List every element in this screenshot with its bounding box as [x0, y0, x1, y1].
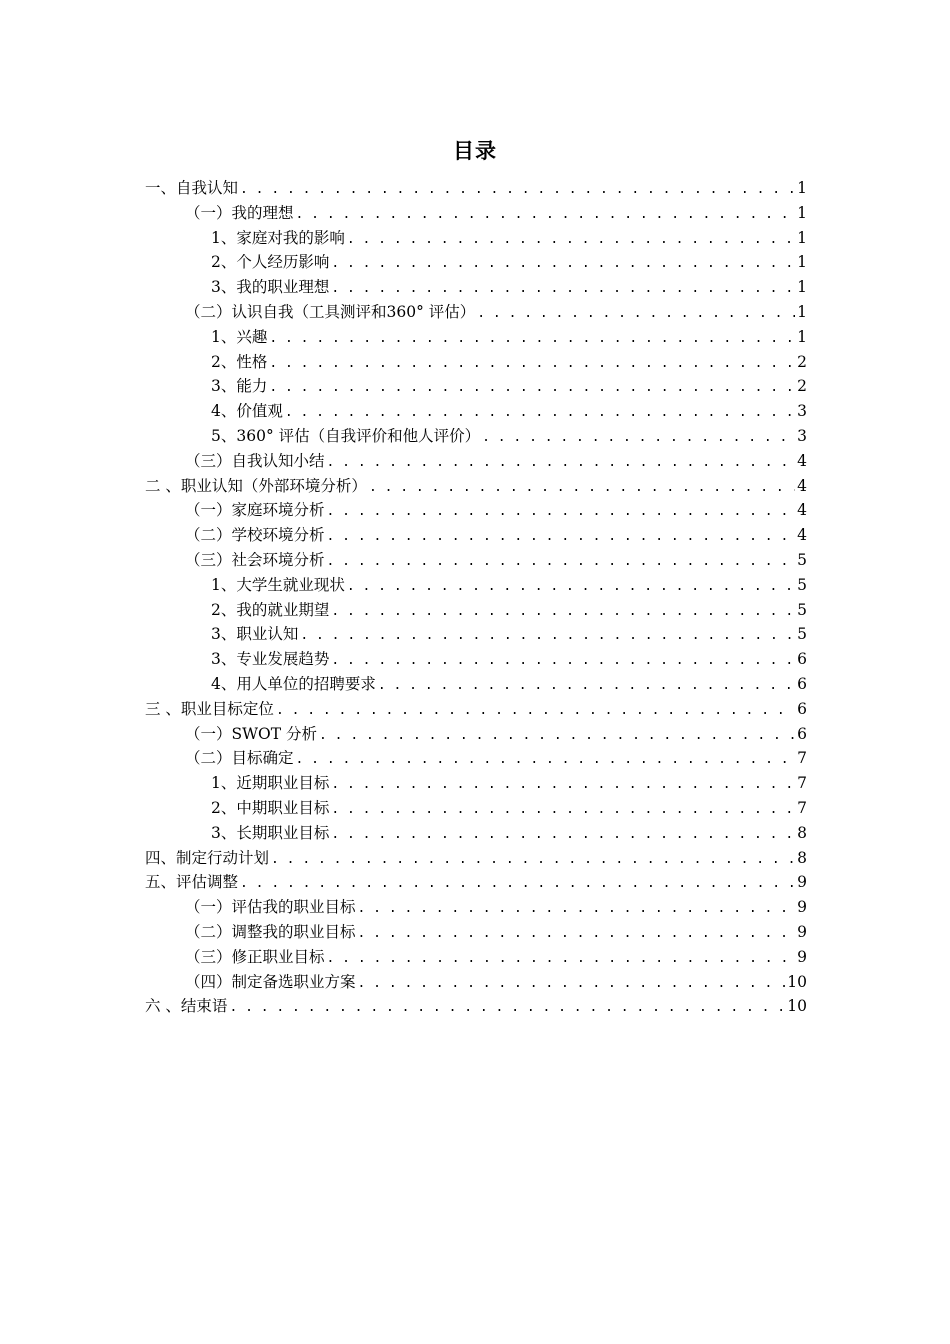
toc-entry-label: 一、自我认知 — [145, 179, 239, 197]
toc-entry-label: 四、制定行动计划 — [145, 848, 270, 867]
toc-entry-page-number: 6 — [797, 674, 807, 693]
toc-entry[interactable] — [145, 498, 807, 523]
toc-entry-leader-dots — [347, 228, 795, 251]
toc-entry-label: （二）目标确定 — [185, 749, 294, 768]
toc-entry-label: （二）认识自我（工具测评和360° 评估） — [185, 302, 476, 321]
toc-entry-leader-dots — [296, 203, 796, 226]
toc-entry[interactable] — [145, 870, 807, 895]
toc-entry-leader-dots — [229, 996, 785, 1019]
toc-entry-leader-dots — [358, 897, 796, 920]
toc-entry-page-number: 4 — [797, 451, 807, 470]
toc-entry-label: （一）家庭环境分析 — [185, 501, 325, 520]
toc-entry[interactable] — [145, 796, 807, 821]
toc-entry-page-number: 5 — [797, 575, 807, 594]
toc-entry-leader-dots — [331, 823, 795, 846]
toc-entry-leader-dots — [331, 649, 795, 672]
toc-entry-leader-dots — [358, 922, 796, 945]
toc-entry-page-number: 6 — [797, 699, 807, 718]
toc-entry-page-number: 1 — [797, 278, 807, 297]
toc-entry[interactable] — [145, 573, 807, 598]
toc-entry[interactable] — [145, 474, 807, 499]
toc-entry-leader-dots — [331, 252, 795, 275]
table-of-contents — [145, 176, 807, 1019]
toc-entry-page-number: 7 — [797, 798, 807, 817]
toc-entry[interactable] — [145, 424, 807, 449]
toc-entry-leader-dots — [331, 277, 795, 300]
toc-entry[interactable] — [145, 945, 807, 970]
toc-entry-label: （三）修正职业目标 — [185, 947, 325, 966]
toc-entry-leader-dots — [319, 724, 795, 747]
toc-entry-label: 2、个人经历影响 — [211, 253, 330, 272]
toc-entry-leader-dots — [269, 352, 795, 375]
toc-entry-label: 3、职业认知 — [211, 625, 299, 644]
toc-entry-label: 六 、结束语 — [145, 997, 228, 1016]
toc-entry-page-number: 2 — [797, 352, 807, 371]
toc-entry[interactable] — [145, 970, 807, 995]
toc-entry-leader-dots — [240, 178, 795, 201]
toc-entry-leader-dots — [358, 972, 786, 995]
toc-entry-label: （四）制定备选职业方案 — [185, 972, 356, 991]
toc-entry-label: 1、近期职业目标 — [211, 774, 330, 793]
toc-entry[interactable] — [145, 399, 807, 424]
toc-entry-page-number: 9 — [797, 898, 807, 917]
toc-entry-page-number: 5 — [797, 550, 807, 569]
toc-entry-page-number: 3 — [797, 426, 807, 445]
toc-entry[interactable] — [145, 622, 807, 647]
toc-entry-page-number: 7 — [797, 749, 807, 768]
toc-entry-page-number: 8 — [797, 848, 807, 867]
toc-entry-label: （三）自我认知小结 — [185, 451, 325, 470]
toc-entry-label: 三 、职业目标定位 — [145, 699, 274, 718]
toc-entry[interactable] — [145, 374, 807, 399]
toc-entry-page-number: 1 — [797, 253, 807, 272]
toc-entry-label: 3、能力 — [211, 377, 268, 396]
toc-entry[interactable] — [145, 722, 807, 747]
toc-entry-leader-dots — [482, 426, 795, 449]
toc-entry-leader-dots — [331, 600, 795, 623]
toc-entry-leader-dots — [369, 476, 795, 499]
toc-title: 目录 — [453, 139, 497, 163]
toc-entry[interactable] — [145, 647, 807, 672]
toc-entry-page-number: 4 — [797, 526, 807, 545]
toc-entry[interactable] — [145, 176, 807, 201]
toc-entry-label: （一）我的理想 — [185, 203, 294, 222]
toc-entry-label: 1、家庭对我的影响 — [211, 228, 345, 247]
toc-entry-page-number: 2 — [797, 377, 807, 396]
toc-entry-page-number: 1 — [797, 228, 807, 247]
toc-entry-page-number: 1 — [797, 327, 807, 346]
toc-entry-label: 3、我的职业理想 — [211, 278, 330, 297]
toc-entry-leader-dots — [240, 872, 795, 895]
toc-entry-leader-dots — [300, 624, 795, 647]
toc-entry-label: 4、用人单位的招聘要求 — [211, 674, 376, 693]
toc-entry[interactable] — [145, 821, 807, 846]
toc-entry-leader-dots — [327, 550, 796, 573]
toc-entry-leader-dots — [269, 327, 795, 350]
toc-entry-leader-dots — [327, 451, 796, 474]
toc-entry-label: 2、性格 — [211, 352, 268, 371]
toc-entry[interactable] — [145, 672, 807, 697]
toc-entry-label: 1、大学生就业现状 — [211, 575, 345, 594]
toc-entry[interactable] — [145, 598, 807, 623]
toc-entry-leader-dots — [276, 699, 795, 722]
toc-entry-leader-dots — [296, 748, 796, 771]
toc-entry-leader-dots — [327, 525, 796, 548]
toc-entry-label: 2、中期职业目标 — [211, 798, 330, 817]
toc-entry-page-number: 9 — [797, 947, 807, 966]
toc-entry-label: （一）评估我的职业目标 — [185, 898, 356, 917]
toc-entry[interactable] — [145, 994, 807, 1019]
toc-entry[interactable] — [145, 201, 807, 226]
toc-entry-page-number: 9 — [797, 922, 807, 941]
toc-entry-leader-dots — [327, 500, 796, 523]
toc-entry-label: （二）调整我的职业目标 — [185, 922, 356, 941]
toc-entry[interactable] — [145, 697, 807, 722]
toc-entry-leader-dots — [269, 376, 795, 399]
toc-entry[interactable] — [145, 275, 807, 300]
toc-entry[interactable] — [145, 350, 807, 375]
toc-entry-label: 4、价值观 — [211, 402, 283, 421]
toc-entry-label: 五、评估调整 — [145, 873, 239, 892]
toc-entry[interactable] — [145, 548, 807, 573]
toc-entry-leader-dots — [331, 773, 795, 796]
toc-entry[interactable] — [145, 920, 807, 945]
toc-entry[interactable] — [145, 846, 807, 871]
toc-entry-page-number: 1 — [797, 179, 807, 197]
toc-entry[interactable] — [145, 250, 807, 275]
toc-entry-leader-dots — [347, 575, 795, 598]
toc-entry-label: 2、我的就业期望 — [211, 600, 330, 619]
toc-entry-leader-dots — [327, 947, 796, 970]
toc-entry[interactable] — [145, 746, 807, 771]
toc-entry-label: 1、兴趣 — [211, 327, 268, 346]
toc-entry[interactable] — [145, 300, 807, 325]
toc-entry-page-number: 10 — [787, 972, 807, 991]
toc-entry[interactable] — [145, 226, 807, 251]
toc-entry-label: 5、360° 评估（自我评价和他人评价） — [211, 426, 481, 445]
toc-entry-label: 3、专业发展趋势 — [211, 650, 330, 669]
toc-entry-page-number: 3 — [797, 402, 807, 421]
toc-entry-label: （三）社会环境分析 — [185, 550, 325, 569]
toc-entry[interactable] — [145, 325, 807, 350]
toc-entry-page-number: 4 — [797, 476, 807, 495]
toc-entry-leader-dots — [271, 848, 795, 871]
toc-entry-page-number: 4 — [797, 501, 807, 520]
toc-entry-page-number: 5 — [797, 600, 807, 619]
toc-entry[interactable] — [145, 895, 807, 920]
toc-entry[interactable] — [145, 449, 807, 474]
toc-entry-page-number: 10 — [787, 997, 807, 1016]
toc-entry-page-number: 6 — [797, 724, 807, 743]
toc-entry-page-number: 7 — [797, 774, 807, 793]
toc-entry[interactable] — [145, 771, 807, 796]
toc-entry-page-number: 9 — [797, 873, 807, 892]
toc-entry-label: （一）SWOT 分析 — [185, 724, 318, 743]
toc-entry-leader-dots — [331, 798, 795, 821]
toc-entry-label: 3、长期职业目标 — [211, 823, 330, 842]
toc-entry-page-number: 1 — [797, 302, 807, 321]
toc-entry-label: （二）学校环境分析 — [185, 526, 325, 545]
toc-entry-page-number: 1 — [797, 203, 807, 222]
toc-entry-page-number: 6 — [797, 650, 807, 669]
toc-entry-page-number: 5 — [797, 625, 807, 644]
toc-entry-leader-dots — [285, 401, 795, 424]
toc-entry-label: 二 、职业认知（外部环境分析） — [145, 476, 367, 495]
toc-entry-page-number: 8 — [797, 823, 807, 842]
toc-entry[interactable] — [145, 523, 807, 548]
toc-entry-leader-dots — [378, 674, 795, 697]
toc-entry-leader-dots — [477, 302, 795, 325]
